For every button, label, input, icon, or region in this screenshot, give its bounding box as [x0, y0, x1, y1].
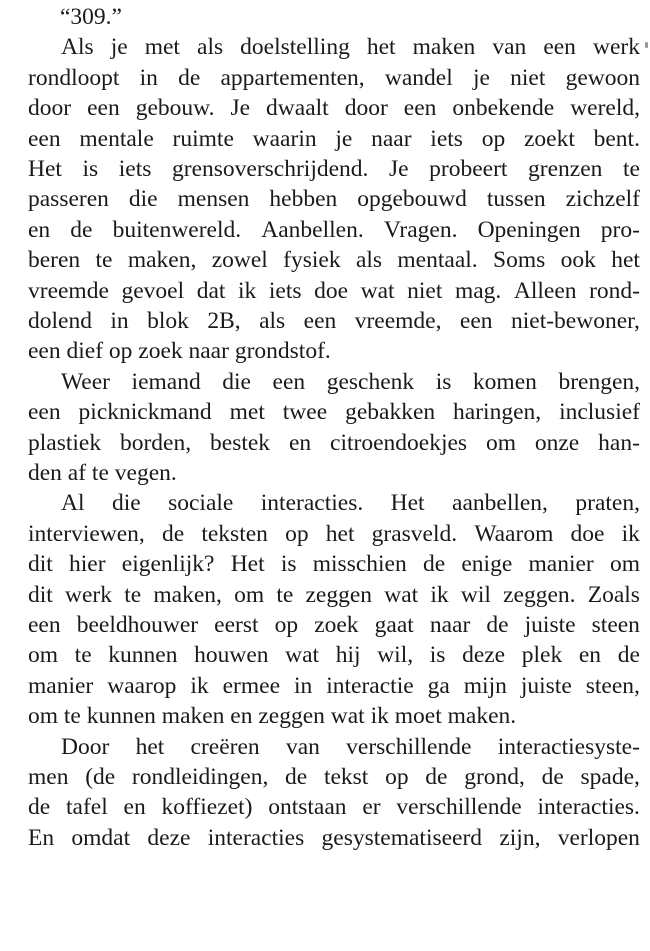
text-line: de tafel en koffiezet) ontstaan er verschillende interacties. [28, 794, 640, 821]
text-line: vreemde gevoel dat ik iets doe wat niet mag. Alleen rond- [28, 277, 640, 304]
text-line: dit werk te maken, om te zeggen wat ik wil zeggen. Zoals [28, 581, 640, 608]
text-line: Al die sociale interacties. Het aanbellen, praten, [61, 490, 640, 517]
text-line: een beeldhouwer eerst op zoek gaat naar de juiste steen [28, 612, 640, 638]
text-line: beren te maken, zowel fysiek als mentaal. Soms ook het [28, 247, 640, 274]
text-line: om te kunnen maken en zeggen wat ik moet maken. [28, 703, 517, 730]
text-line: een mentale ruimte waarin je naar iets op zoekt bent. [28, 125, 640, 152]
text-line: passeren die mensen hebben opgebouwd tussen zichzelf [28, 186, 640, 213]
text-line: plastiek borden, bestek en citroendoekjes om onze han- [28, 429, 640, 456]
text-line: door een gebouw. Je dwaalt door een onbekende wereld, [28, 95, 640, 122]
text-line: een dief op zoek naar grondstof. [28, 338, 331, 365]
text-line: interviewen, de teksten op het grasveld. Waarom doe ik [28, 520, 640, 547]
title-quote: “309.” [60, 4, 122, 30]
text-line: Als je met als doelstelling het maken van een werk [61, 34, 640, 61]
text-line: rondloopt in de appartementen, wandel je niet gewoon [28, 64, 640, 91]
text-line: dit hier eigenlijk? Het is misschien de enige manier om [28, 551, 640, 578]
text-line: Door het creëren van verschillende interactiesyste- [61, 733, 640, 760]
text-line: manier waarop ik ermee in interactie ga mijn juiste steen, [28, 672, 640, 699]
text-line: een picknickmand met twee gebakken haringen, inclusief [28, 399, 640, 426]
text-line: men (de rondleidingen, de tekst op de grond, de spade, [28, 764, 640, 790]
text-line: En omdat deze interacties gesystematiseerd zijn, verlopen [28, 824, 640, 851]
text-line: den af te vegen. [28, 460, 177, 486]
text-line: Weer iemand die een geschenk is komen brengen, [61, 368, 640, 395]
text-line: om te kunnen houwen wat hij wil, is deze plek en de [28, 642, 640, 669]
text-line: en de buitenwereld. Aanbellen. Vragen. Openingen pro- [28, 216, 640, 243]
scan-edge-mark [645, 42, 648, 48]
text-line: dolend in blok 2B, als een vreemde, een niet-bewoner, [28, 308, 640, 334]
text-line: Het is iets grensoverschrijdend. Je probeert grenzen te [28, 156, 640, 182]
